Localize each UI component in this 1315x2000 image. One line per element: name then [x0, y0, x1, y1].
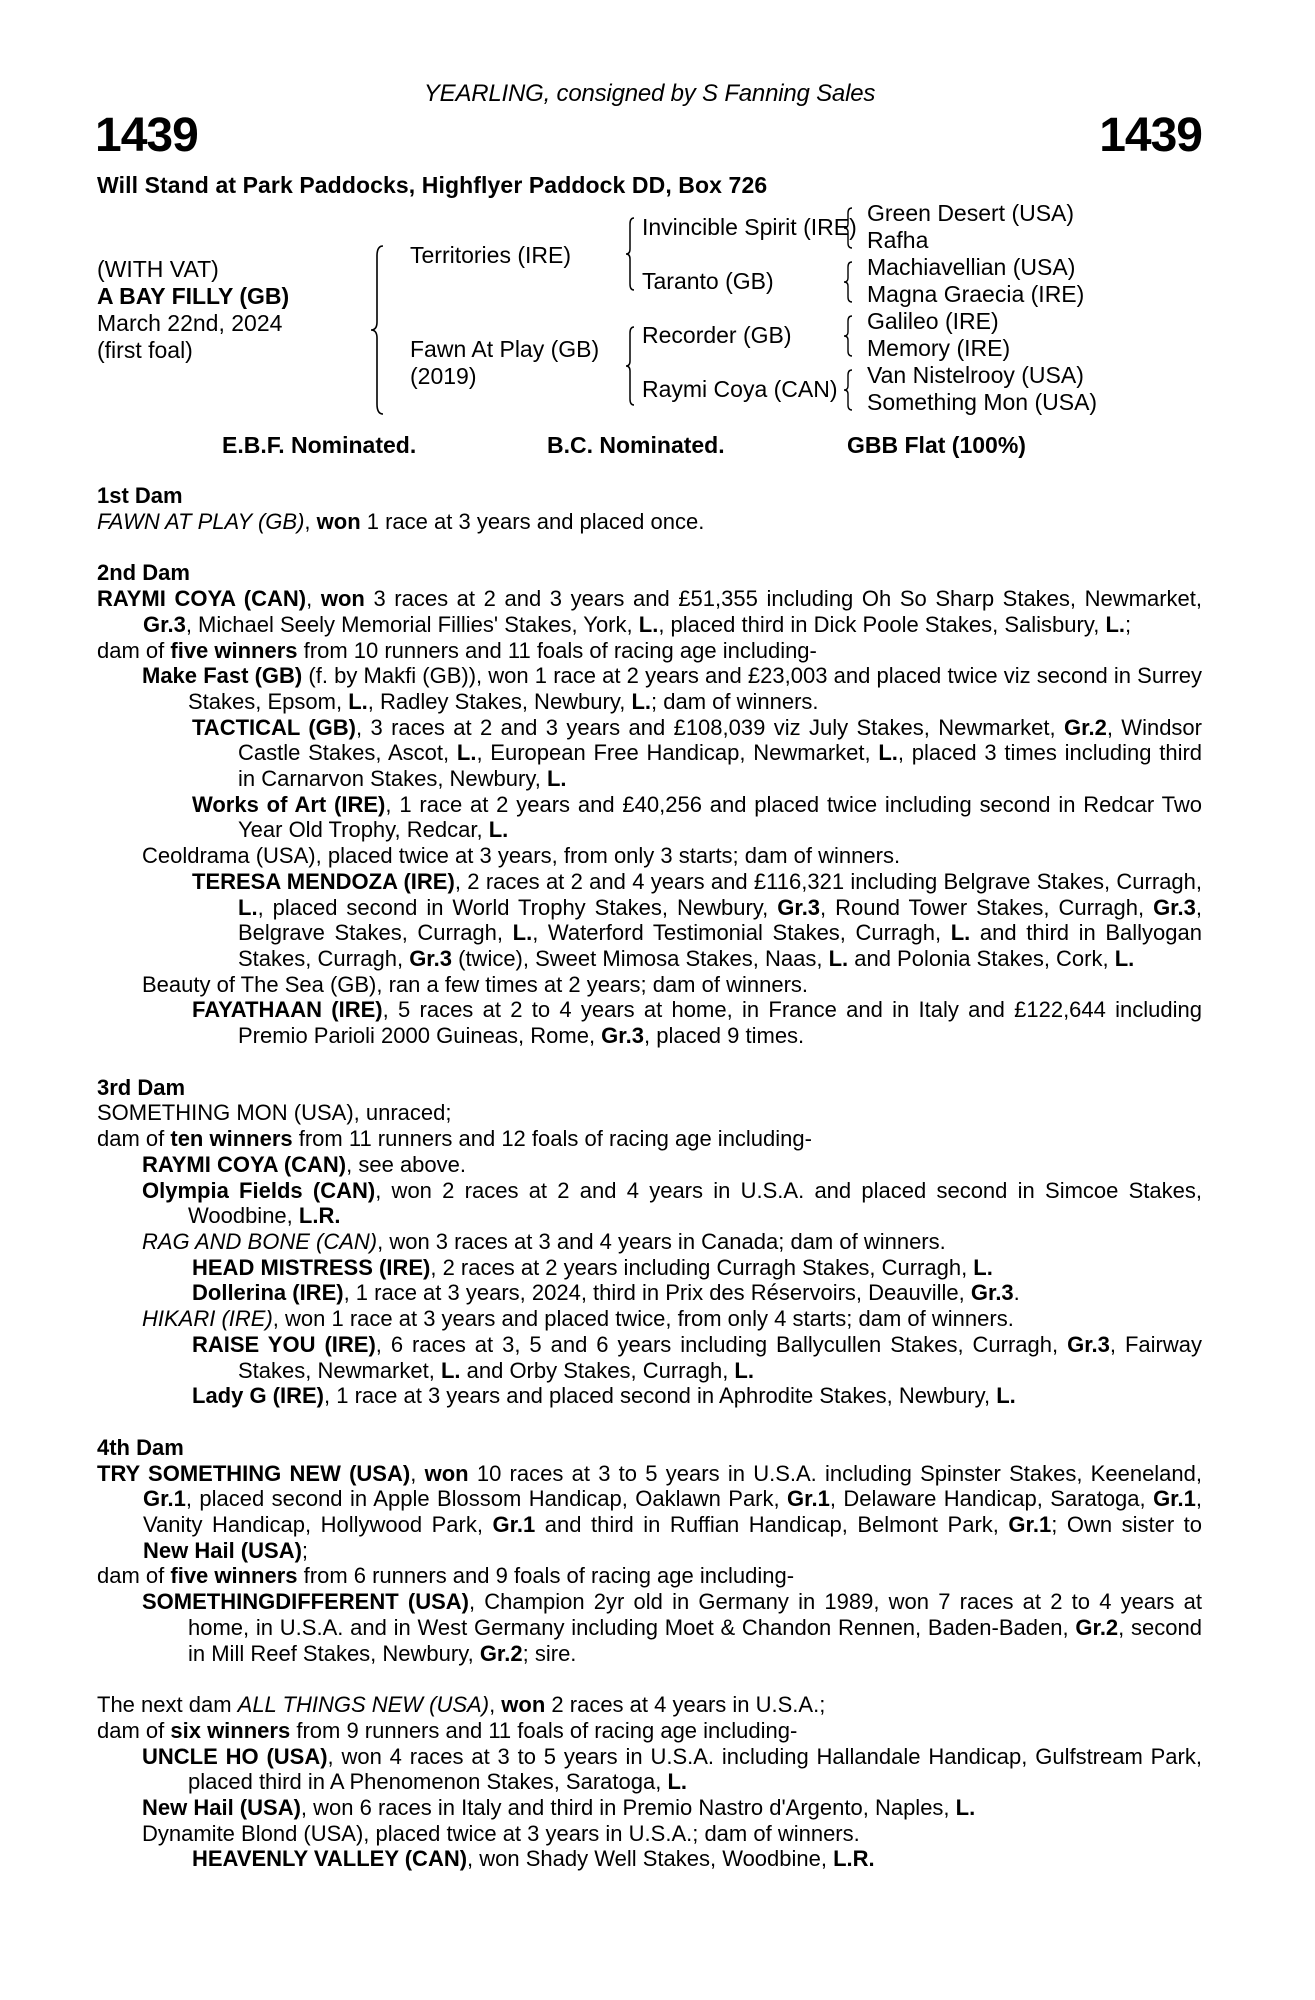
pedigree-brace-icon: [369, 244, 385, 416]
produce-record: [97, 483, 1202, 1872]
entry-text: , European Free Handicap, Newmarket,: [476, 740, 879, 766]
entry-text: , 1 race at 3 years and placed second in Aphrodite Stakes, Newbury,: [324, 1383, 997, 1409]
pedigree-table: [97, 200, 1202, 430]
horse-name: Works of Art (IRE): [192, 791, 386, 817]
horse-name: RAYMI COYA (CAN): [142, 1151, 347, 1177]
g3-ancestor: Green Desert (USA): [867, 200, 1075, 226]
horse-name: UNCLE HO (USA): [142, 1743, 328, 1769]
progeny-entry: [97, 1178, 1202, 1229]
entry-text: 10 races at 3 to 5 years in U.S.A. including Spinster Stakes, Keeneland,: [468, 1460, 1203, 1486]
entry-text: dam of: [97, 1717, 171, 1743]
listed: L.: [1105, 611, 1126, 637]
entry-text: , Champion 2yr old in Germany in 1989, won 7 races at 2 to 4 years at home, in U.S.A. and in West Germany including Moet & Chandon Rennen, Baden-Baden,: [188, 1589, 1202, 1640]
entry-text: 3 races at 2 and 3 years and £51,355 including Oh So Sharp Stakes, Newmarket,: [364, 586, 1202, 612]
horse-name: Lady G (IRE): [192, 1383, 325, 1409]
entry-text: 2 races at 4 years in U.S.A.;: [545, 1692, 826, 1718]
entry-text: , Michael Seely Memorial Fillies' Stakes, York,: [185, 611, 639, 637]
progeny-entry: [97, 1795, 1202, 1821]
dam-of-line: [97, 1718, 1202, 1744]
dam3-entry: SOMETHING MON (USA), unraced;: [97, 1100, 452, 1126]
entry-text: , won 4 races at 3 to 5 years in U.S.A. including Hallandale Handicap, Gulfstream Park, placed third in A Phenomenon Stakes, Saratoga,: [188, 1743, 1202, 1795]
winners-count: five winners: [170, 1563, 298, 1589]
grade: Gr.2: [1075, 1614, 1119, 1640]
entry-text: , 5 races at 2 to 4 years at home, in France and in Italy and £122,644 including Premio Parioli 2000 Guineas, Rome,: [238, 997, 1202, 1049]
entry-text: ; sire.: [522, 1640, 577, 1666]
dam4-entry: TRY SOMETHING NEW (USA), won 10 races at 3 to 5 years in U.S.A. including Spinster Stakes, Keeneland, Gr.1, placed second in Apple Blossom Handicap, Oaklawn Park, Gr.1, Delaware Handicap, Saratoga, Gr.1, Vanity Handicap, Hollywood Park, Gr.1 and third in Ruffian Handicap, Belmont Park, Gr.1; Own sister to New Hail (USA);: [97, 1460, 1203, 1563]
entry-text: ;: [301, 1537, 309, 1563]
entry-text: from 11 runners and 12 foals of racing age including-: [292, 1126, 812, 1152]
consignor-line: YEARLING, consigned by S Fanning Sales: [423, 80, 876, 107]
entry-text: , placed 9 times.: [643, 1023, 805, 1049]
dam-of-line: [97, 638, 1202, 664]
listed: L.: [950, 920, 971, 946]
progeny-entry: [97, 1306, 1202, 1332]
progeny-entry: [97, 715, 1202, 792]
entry-text: , placed third in Dick Poole Stakes, Salisbury,: [658, 611, 1106, 637]
won-label: won: [424, 1460, 469, 1486]
entry-text: , won 3 races at 3 and 4 years in Canada; dam of winners.: [377, 1228, 946, 1254]
g3-ancestor: Rafha: [867, 227, 929, 253]
horse-name: SOMETHINGDIFFERENT (USA): [142, 1589, 469, 1615]
entry-text: , placed second in World Trophy Stakes, Newbury,: [257, 894, 778, 920]
entry-text: and Orby Stakes, Curragh,: [460, 1357, 735, 1383]
foal-dob: March 22nd, 2024: [97, 310, 283, 336]
listed: L.: [546, 766, 567, 792]
entry-text: 1 race at 3 years and placed once.: [360, 508, 705, 534]
entry-text: , second in Mill Reef Stakes, Newbury,: [188, 1614, 1202, 1666]
section-title-1st-dam: 1st Dam: [97, 483, 183, 508]
entry-text: , Round Tower Stakes, Curragh,: [820, 894, 1154, 920]
listed: L.: [238, 894, 258, 920]
entry-text: , Fairway Stakes, Newmarket,: [238, 1331, 1202, 1383]
entry-text: (twice), Sweet Mimosa Stakes, Naas,: [452, 945, 829, 971]
entry-text: , Windsor Castle Stakes, Ascot,: [238, 714, 1202, 766]
section-title-4th-dam: 4th Dam: [97, 1434, 184, 1460]
winners-count: five winners: [170, 637, 298, 663]
entry-text: , 1 race at 3 years, 2024, third in Prix des Réservoirs, Deauville,: [343, 1280, 971, 1306]
grade: Gr.3: [409, 945, 452, 971]
sire-dam: Taranto (GB): [642, 268, 774, 294]
listed: L.: [456, 740, 477, 766]
lot-number-right: 1439: [1099, 109, 1202, 162]
gbb-flat: GBB Flat (100%): [847, 432, 1026, 458]
entry-text: ,: [489, 1692, 502, 1718]
g3-ancestor: Something Mon (USA): [867, 389, 1098, 415]
entry-text: ; dam of winners.: [651, 688, 819, 714]
g3-ancestor: Van Nistelrooy (USA): [867, 362, 1084, 388]
entry-text: from 6 runners and 9 foals of racing age including-: [297, 1563, 795, 1589]
entry-text: , won Shady Well Stakes, Woodbine,: [467, 1846, 834, 1872]
entry-text: , 6 races at 3, 5 and 6 years including Ballycullen Stakes, Curragh,: [375, 1331, 1068, 1357]
listed: L.R.: [298, 1203, 341, 1229]
entry-text: (f. by Makfi (GB)), won 1 race at 2 years and £23,003 and placed twice viz second in Surrey Stakes, Epsom,: [188, 663, 1202, 714]
listed: L.: [348, 688, 368, 714]
foal-name: A BAY FILLY (GB): [97, 283, 290, 309]
horse-name: Make Fast (GB): [142, 663, 303, 689]
listed: L.: [638, 611, 659, 637]
entry-text: , Radley Stakes, Newbury,: [367, 688, 632, 714]
entry-text: , Waterford Testimonial Stakes, Curragh,: [532, 920, 951, 946]
ebf-nominated: E.B.F. Nominated.: [222, 432, 417, 458]
entry-text: ; Own sister to: [1051, 1512, 1203, 1538]
horse-name: RAISE YOU (IRE): [192, 1331, 376, 1357]
winners-count: ten winners: [170, 1126, 293, 1152]
horse-name: RAYMI COYA (CAN): [97, 586, 307, 612]
grade: Gr.3: [143, 611, 186, 637]
entry-text: , Belgrave Stakes, Curragh,: [238, 894, 1202, 946]
vat-note: (WITH VAT): [97, 256, 219, 282]
entry-text: and third in Ballyogan Stakes, Curragh,: [238, 920, 1202, 971]
horse-name: RAG AND BONE (CAN): [142, 1228, 378, 1254]
next-dam-entry: [97, 1692, 1202, 1718]
progeny-entry: [97, 869, 1202, 972]
entry-text: , won 2 races at 2 and 4 years in U.S.A. and placed second in Simcoe Stakes, Woodbine,: [188, 1177, 1202, 1229]
g3-ancestor: Machiavellian (USA): [867, 254, 1076, 280]
grade: Gr.2: [1064, 714, 1107, 740]
dam-of-line: [97, 1563, 1202, 1589]
won-label: won: [316, 508, 361, 534]
progeny-entry: Dynamite Blond (USA), placed twice at 3 years in U.S.A.; dam of winners.: [142, 1820, 860, 1846]
entry-text: The next dam: [97, 1692, 238, 1718]
sire-brace-icon: [624, 216, 636, 292]
listed: L.: [488, 817, 509, 843]
sire-sire: Invincible Spirit (IRE): [642, 214, 857, 240]
entry-text: from 10 runners and 11 foals of racing age including-: [297, 637, 817, 663]
entry-text: , placed second in Apple Blossom Handicap, Oaklawn Park,: [185, 1486, 788, 1512]
section-title-3rd-dam: 3rd Dam: [97, 1074, 186, 1100]
horse-name: New Hail (USA): [142, 1795, 301, 1821]
dam-sire: Recorder (GB): [642, 322, 792, 348]
entry-text: , 2 races at 2 and 4 years and £116,321 including Belgrave Stakes, Curragh,: [454, 868, 1203, 894]
horse-name: FAYATHAAN (IRE): [192, 997, 383, 1023]
entry-text: , 3 races at 2 and 3 years and £108,039 viz July Stakes, Newmarket,: [355, 714, 1064, 740]
lot-number-left: 1439: [95, 109, 198, 162]
entry-text: .: [1013, 1280, 1020, 1306]
grade: Gr.1: [787, 1486, 830, 1512]
horse-name: Olympia Fields (CAN): [142, 1177, 376, 1203]
listed: L.: [973, 1254, 993, 1280]
entry-text: dam of: [97, 637, 171, 663]
listed: L.: [878, 740, 898, 766]
progeny-entry: [97, 1255, 1202, 1281]
entry-text: , 2 races at 2 years including Curragh Stakes, Curragh,: [430, 1254, 974, 1280]
horse-name: HEAVENLY VALLEY (CAN): [192, 1846, 468, 1872]
horse-name: ALL THINGS NEW (USA): [237, 1692, 490, 1718]
grade: Gr.3: [970, 1280, 1014, 1306]
listed: L.: [734, 1357, 754, 1383]
listed: L.: [996, 1383, 1016, 1409]
stand-location: Will Stand at Park Paddocks, Highflyer Paddock DD, Box 726: [97, 172, 768, 198]
dam-brace-icon: [624, 325, 636, 407]
progeny-entry: [97, 1280, 1202, 1306]
dam-of-line: [97, 1126, 1202, 1152]
horse-name: FAWN AT PLAY (GB): [97, 508, 305, 534]
progeny-entry: [97, 997, 1202, 1048]
entry-text: and third in Ruffian Handicap, Belmont Park,: [535, 1512, 1009, 1538]
progeny-entry: [97, 1229, 1202, 1255]
horse-name: HIKARI (IRE): [142, 1306, 273, 1332]
listed: L.: [512, 920, 533, 946]
grade: Gr.1: [492, 1512, 536, 1538]
horse-name: HEAD MISTRESS (IRE): [192, 1254, 431, 1280]
progeny-entry: [97, 663, 1202, 714]
entry-text: , see above.: [346, 1151, 467, 1177]
progeny-entry: [97, 1846, 1202, 1872]
grade: Gr.3: [1067, 1331, 1110, 1357]
entry-text: dam of: [97, 1126, 171, 1152]
grade: Gr.1: [1153, 1486, 1196, 1512]
dam-year: (2019): [410, 363, 477, 389]
foal-note: (first foal): [97, 337, 193, 363]
progeny-entry: Ceoldrama (USA), placed twice at 3 years, from only 3 starts; dam of winners.: [142, 843, 901, 869]
grade: Gr.1: [143, 1486, 186, 1512]
grade: Gr.3: [601, 1023, 644, 1049]
grade: Gr.3: [777, 894, 821, 920]
g3-brace-icon: [842, 260, 854, 304]
dam: Fawn At Play (GB): [410, 336, 600, 362]
horse-name: TERESA MENDOZA (IRE): [192, 868, 455, 894]
entry-text: , Delaware Handicap, Saratoga,: [829, 1486, 1154, 1512]
progeny-entry: [97, 1589, 1202, 1666]
horse-name: TACTICAL (GB): [192, 714, 356, 740]
section-title-2nd-dam: 2nd Dam: [97, 560, 190, 586]
winners-count: six winners: [170, 1717, 291, 1743]
listed: L.: [631, 688, 652, 714]
listed: L.R.: [833, 1846, 875, 1872]
progeny-entry: [97, 1152, 1202, 1178]
grade: Gr.3: [1153, 894, 1196, 920]
listed: L.: [440, 1357, 461, 1383]
bc-nominated: B.C. Nominated.: [547, 432, 725, 458]
entry-text: , 1 race at 2 years and £40,256 and placed twice including second in Redcar Two Year Old Trophy, Redcar,: [238, 791, 1202, 843]
progeny-entry: [97, 1744, 1202, 1795]
g3-brace-icon: [842, 206, 854, 250]
listed: L.: [828, 945, 849, 971]
entry-text: dam of: [97, 1563, 171, 1589]
progeny-entry: [97, 1332, 1202, 1383]
entry-text: , Vanity Handicap, Hollywood Park,: [143, 1486, 1202, 1538]
dam2-entry: RAYMI COYA (CAN), won 3 races at 2 and 3 years and £51,355 including Oh So Sharp Stakes, Newmarket, Gr.3, Michael Seely Memorial Fillies' Stakes, York, L., placed third in Dick Poole Stakes, Salisbury, L.;: [97, 586, 1202, 637]
g3-ancestor: Memory (IRE): [867, 335, 1011, 361]
won-label: won: [320, 586, 365, 612]
g3-brace-icon: [842, 368, 854, 412]
sire: Territories (IRE): [410, 242, 572, 268]
listed: L.: [667, 1769, 687, 1795]
entry-text: from 9 runners and 11 foals of racing age including-: [290, 1717, 798, 1743]
grade: Gr.2: [479, 1640, 523, 1666]
foal-info: [97, 256, 289, 364]
entry-text: , won 6 races in Italy and third in Premio Nastro d'Argento, Naples,: [300, 1795, 956, 1821]
dam-dam: Raymi Coya (CAN): [642, 376, 838, 402]
won-label: won: [501, 1692, 546, 1718]
g3-ancestor: Galileo (IRE): [867, 308, 999, 334]
listed: L.: [1114, 945, 1135, 971]
progeny-entry: [97, 792, 1202, 843]
grade: Gr.1: [1008, 1512, 1052, 1538]
progeny-entry: Beauty of The Sea (GB), ran a few times at 2 years; dam of winners.: [142, 971, 809, 997]
g3-ancestor: Magna Graecia (IRE): [867, 281, 1085, 307]
dam1-entry: FAWN AT PLAY (GB), won 1 race at 3 years and placed once.: [97, 508, 705, 534]
horse-name: Dollerina (IRE): [192, 1280, 344, 1306]
entry-text: and Polonia Stakes, Cork,: [848, 945, 1115, 971]
entry-text: ;: [1125, 611, 1132, 637]
horse-name: New Hail (USA): [143, 1537, 302, 1563]
progeny-entry: [97, 1383, 1202, 1409]
g3-brace-icon: [842, 314, 854, 358]
entry-text: , won 1 race at 3 years and placed twice, from only 4 starts; dam of winners.: [272, 1306, 1014, 1332]
listed: L.: [955, 1795, 976, 1821]
entry-text: , placed 3 times including third in Carnarvon Stakes, Newbury,: [238, 740, 1203, 792]
horse-name: TRY SOMETHING NEW (USA): [97, 1460, 411, 1486]
